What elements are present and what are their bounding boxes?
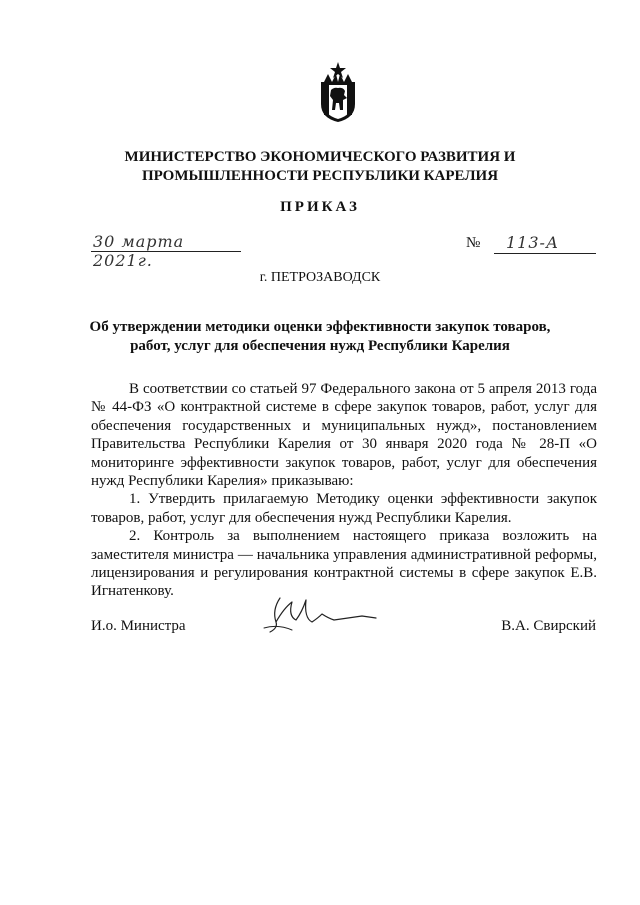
order-subject [80,318,560,356]
order-item-2: 2. Контроль за выполнением настоящего приказа возложить на заместителя министра — начальника управления административной реформы, лицензирования и регулирования контрактной системы в сфере закупок Е.В. Игнатенкову. [91,528,597,600]
karelia-coat-of-arms-icon [316,60,360,124]
number-field [466,234,596,256]
number-label: № [466,235,481,251]
ministry-title [60,148,580,186]
order-subject-line1: Об утверждении методики оценки эффективности закупок товаров, [89,319,551,335]
order-body [91,380,597,601]
date-field [91,232,241,270]
preamble-paragraph: В соответствии со статьей 97 Федерального закона от 5 апреля 2013 года № 44-ФЗ «О контрактной системе в сфере закупок товаров, работ, услуг для обеспечения государственных и муниципальных нужд», постановлением Правительства Республики Карелия от 30 января 2020 года № 28-П «О мониторинге эффективности закупок товаров, работ, услуг для обеспечения нужд Республики Карелия» приказываю: [91,381,597,490]
document-type: ПРИКАЗ [280,199,360,215]
order-item-1: 1. Утвердить прилагаемую Методику оценки эффективности закупок товаров, работ, услуг для обеспечения нужд Республики Карелия. [91,491,597,526]
ministry-title-line1: МИНИСТЕРСТВО ЭКОНОМИЧЕСКОГО РАЗВИТИЯ И [124,149,516,165]
handwritten-signature [258,588,388,638]
order-subject-line2: работ, услуг для обеспечения нужд Республики Карелия [130,338,510,354]
date-underline [91,251,241,252]
handwritten-number: 113-А [506,233,560,252]
number-underline [494,253,596,254]
handwritten-date: 30 марта 2021г. [93,232,185,270]
ministry-title-line2: ПРОМЫШЛЕННОСТИ РЕСПУБЛИКИ КАРЕЛИЯ [141,168,499,184]
signatory-name: В.А. Свирский [501,618,596,634]
signatory-position: И.о. Министра [91,618,186,634]
city: г. ПЕТРОЗАВОДСК [259,270,381,285]
